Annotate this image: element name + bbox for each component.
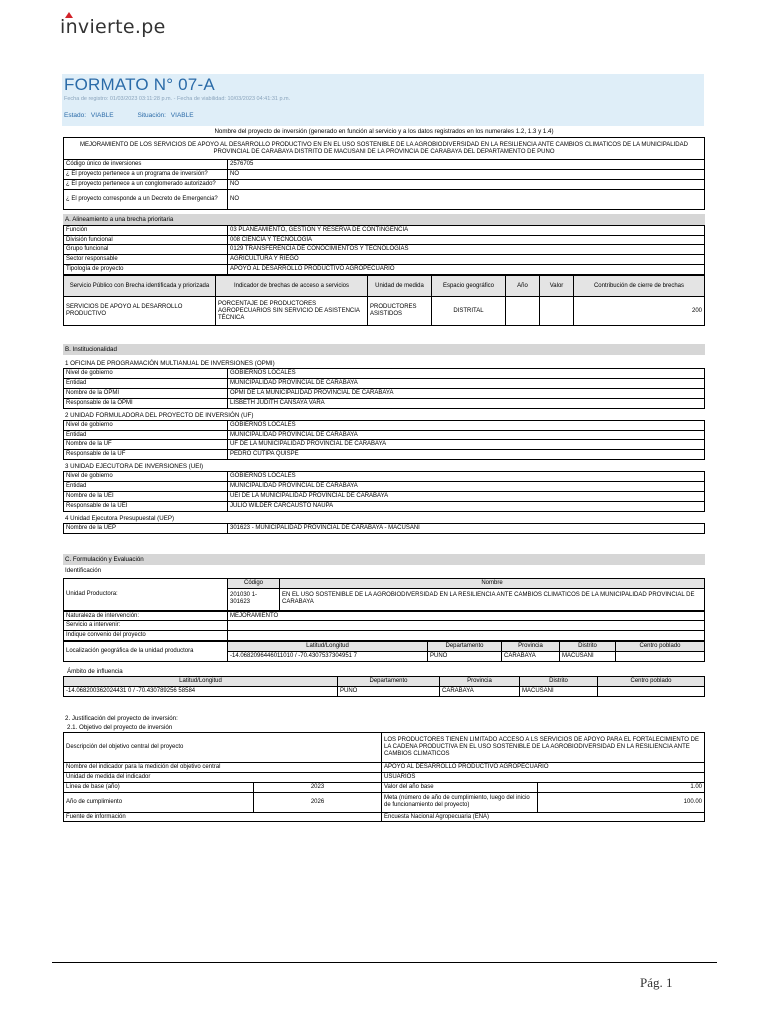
table-row: [64, 812, 705, 822]
opmi-title: 1 OFICINA DE PROGRAMACIÓN MULTIANUAL DE INVERSIONES (OPMI): [65, 360, 275, 368]
identificacion-label: Identificación: [65, 566, 102, 574]
brecha-table: [63, 275, 705, 326]
table-row: [64, 631, 705, 641]
estado-label: Estado:: [64, 112, 87, 119]
row-value: 008 CIENCIA Y TECNOLOGÍA: [228, 235, 705, 245]
column-header: Latitud/Longitud: [228, 642, 428, 652]
column-header: Distrito: [560, 642, 616, 652]
table-row: [64, 255, 705, 265]
row-value: PEDRO CUTIPA QUISPE: [228, 450, 705, 460]
row-label: Grupo funcional: [64, 245, 228, 255]
row-value: JULIO WILDER CARCAUSTO ÑAUPA: [228, 501, 705, 511]
table-header-row: [64, 677, 705, 687]
uf-table: [63, 420, 705, 461]
row-value: 2023: [254, 782, 382, 792]
table-row: [64, 611, 705, 621]
table-row: [64, 492, 705, 502]
table-row: [64, 472, 705, 482]
column-header: Valor: [540, 276, 574, 297]
row-value: LOS PRODUCTORES TIENEN LIMITADO ACCESO A LS SERVICIOS DE APOYO PARA EL FORTALECIMIENTO DE LA CADENA PRODUCTIVA EN EL USO SOSTENIBLE DE LA AGROBIODIVERSIDAD EN LA RESILIENCIA ANTE CAMBIOS CLIMATICOS: [382, 732, 705, 762]
table-cell: PUNO: [338, 686, 440, 696]
row-value: UF DE LA MUNICIPALIDAD PROVINCIAL DE CARABAYA: [228, 440, 705, 450]
table-row: [64, 245, 705, 255]
uf-title: 2 UNIDAD FORMULADORA DEL PROYECTO DE INVERSIÓN (UF): [65, 411, 254, 419]
localizacion-table: [63, 641, 705, 662]
table-row: [64, 369, 705, 379]
row-label: Nombre del indicador para la medición del objetivo central: [64, 762, 382, 772]
objetivo-table: [63, 732, 705, 823]
section-b-title: B. Institucionalidad: [63, 344, 705, 355]
row-value: APOYO AL DESARROLLO PRODUCTIVO AGROPECUARIO: [228, 265, 705, 275]
column-header: Provincia: [440, 677, 520, 687]
row-label: ¿ El proyecto corresponde a un Decreto de Emergencia?: [64, 189, 228, 209]
row-value: MEJORAMIENTO: [228, 611, 705, 621]
row-value: NO: [228, 179, 705, 189]
table-row: [64, 169, 705, 179]
row-label: Nombre de la UEP: [64, 523, 228, 533]
column-header: Departamento: [428, 642, 502, 652]
table-row: [64, 621, 705, 631]
logo-accent-icon: [65, 12, 73, 18]
row-label: Descripción del objetivo central del proyecto: [64, 732, 382, 762]
row-label: Nombre de la UEI: [64, 492, 228, 502]
table-row: [64, 297, 705, 326]
logo-text: invierte.pe: [60, 16, 166, 38]
footer-divider: [52, 962, 717, 963]
table-header-row: [64, 642, 705, 652]
row-value: 2026: [254, 792, 382, 812]
status-line: [64, 112, 216, 119]
opmi-table: [63, 368, 705, 409]
table-cell: [506, 297, 540, 326]
row-value: 0129 TRANSFERENCIA DE CONOCIMIENTOS Y TECNOLOGÍAS: [228, 245, 705, 255]
row-label: Tipología de proyecto: [64, 265, 228, 275]
uep-table: [63, 523, 705, 534]
intervencion-table: [63, 611, 705, 642]
row-value: Encuesta Nacional Agropecuaria (ENA): [382, 812, 705, 822]
up-code: 201030 1-301623: [228, 588, 280, 610]
registration-dates: Fecha de registro: 01/03/2023 03:11:28 p.m. - Fecha de viabilidad: 10/03/2023 04:41:31 p.m.: [64, 96, 291, 102]
table-header-row: [64, 276, 705, 297]
column-header: Centro poblado: [598, 677, 705, 687]
table-row: [64, 388, 705, 398]
table-row: [64, 782, 705, 792]
row-label: Entidad: [64, 379, 228, 389]
row-value: 100.00: [538, 792, 705, 812]
row-label: ¿ El proyecto pertenece a un programa de inversión?: [64, 169, 228, 179]
column-header: Indicador de brechas de acceso a servicios: [216, 276, 368, 297]
format-header: [62, 74, 704, 126]
row-value: 301623 - MUNICIPALIDAD PROVINCIAL DE CARABAYA - MACUSANI: [228, 523, 705, 533]
row-label: Nivel de gobierno: [64, 472, 228, 482]
row-value: LISBETH JUDITH CANSAYA VARA: [228, 398, 705, 408]
column-header: Latitud/Longitud: [64, 677, 338, 687]
row-value: OPMI DE LA MUNICIPALIDAD PROVINCIAL DE CARABAYA: [228, 388, 705, 398]
justificacion-title: 2. Justificación del proyecto de inversión:: [65, 714, 178, 722]
localizacion-label: Localización geográfica de la unidad productora: [64, 642, 228, 662]
row-value: GOBIERNOS LOCALES: [228, 472, 705, 482]
row-label: Unidad de medida del indicador: [64, 772, 382, 782]
column-header: Centro poblado: [616, 642, 705, 652]
alignment-table: [63, 225, 705, 275]
invierte-logo: [60, 16, 166, 38]
row-value: MUNICIPALIDAD PROVINCIAL DE CARABAYA: [228, 482, 705, 492]
row-value: [228, 631, 705, 641]
table-cell: [540, 297, 574, 326]
table-cell: PUNO: [428, 652, 502, 662]
row-label: Año de cumplimiento: [64, 792, 254, 812]
table-cell: PORCENTAJE DE PRODUCTORES AGROPECUARIOS SIN SERVICIO DE ASISTENCIA TÉCNICA: [216, 297, 368, 326]
table-row: [64, 772, 705, 782]
project-name: MEJORAMIENTO DE LOS SERVICIOS DE APOYO AL DESARROLLO PRODUCTIVO EN EN EL USO SOSTENIBLE DE LA AGROBIODIVERSIDAD EN LA RESILIENCIA ANTE CAMBIOS CLIMATICOS DE LA MUNICIPALIDAD PROVINCIAL DE CARABAYA DISTRITO DE MACUSANI DE LA PROVINCIA DE CARABAYA DEL DEPARTAMENTO DE PUNO: [64, 138, 705, 160]
row-value: [228, 621, 705, 631]
table-cell: DISTRITAL: [432, 297, 506, 326]
project-table: [63, 137, 705, 210]
row-label: Servicio a intervenir:: [64, 621, 228, 631]
column-header: Departamento: [338, 677, 440, 687]
table-row: [64, 379, 705, 389]
table-cell: CARABAYA: [440, 686, 520, 696]
column-header: Contribución de cierre de brechas: [574, 276, 705, 297]
table-row: [64, 398, 705, 408]
section-a-title: A. Alineamiento a una brecha prioritaria: [63, 214, 705, 225]
row-label: Código único de inversiones: [64, 160, 228, 170]
row-value: NO: [228, 189, 705, 209]
page-number: Pág. 1: [640, 975, 673, 990]
row-value: MUNICIPALIDAD PROVINCIAL DE CARABAYA: [228, 379, 705, 389]
row-label: Responsable de la OPMI: [64, 398, 228, 408]
table-row: [64, 501, 705, 511]
document-body: [63, 127, 705, 822]
table-cell: CARABAYA: [502, 652, 560, 662]
table-cell: -14.068200362024431 0 / -70.430789256 58584: [64, 686, 338, 696]
table-row: [64, 523, 705, 533]
table-row: [64, 792, 705, 812]
table-cell: PRODUCTORES ASISTIDOS: [368, 297, 432, 326]
row-label: Entidad: [64, 430, 228, 440]
table-row: [64, 179, 705, 189]
table-cell: MACUSANI: [560, 652, 616, 662]
column-header: Nombre: [280, 578, 705, 588]
row-label: Responsable de la UF: [64, 450, 228, 460]
column-header: Código: [228, 578, 280, 588]
ambito-table: [63, 676, 705, 697]
up-name: EN EL USO SOSTENIBLE DE LA AGROBIODIVERSIDAD EN LA RESILIENCIA ANTE CAMBIOS CLIMATICOS DE LA MUNICIPALIDAD PROVINCIAL DE CARABAYA: [280, 588, 705, 610]
row-label: Meta (número de año de cumplimiento, luego del inicio de funcionamiento del proyecto): [382, 792, 538, 812]
row-value: GOBIERNOS LOCALES: [228, 420, 705, 430]
row-value: UEI DE LA MUNICIPALIDAD PROVINCIAL DE CARABAYA: [228, 492, 705, 502]
row-label: ¿ El proyecto pertenece a un conglomerado autorizado?: [64, 179, 228, 189]
row-label: Entidad: [64, 482, 228, 492]
situacion-value: VIABLE: [170, 112, 194, 119]
row-value: USUARIOS: [382, 772, 705, 782]
ambito-title: Ámbito de influencia: [67, 668, 123, 676]
row-label: Nombre de la OPMI: [64, 388, 228, 398]
row-value: MUNICIPALIDAD PROVINCIAL DE CARABAYA: [228, 430, 705, 440]
row-value: AGRICULTURA Y RIEGO: [228, 255, 705, 265]
table-cell: [598, 686, 705, 696]
table-row: [64, 189, 705, 209]
table-cell: -14.0682096446011010 / -70.4307537304951 7: [228, 652, 428, 662]
table-row: [64, 420, 705, 430]
table-header-row: [64, 578, 705, 588]
row-label: Sector responsable: [64, 255, 228, 265]
page-title: FORMATO N° 07-A: [64, 75, 215, 94]
table-row: [64, 235, 705, 245]
estado-value: VIABLE: [90, 112, 114, 119]
column-header: Unidad de medida: [368, 276, 432, 297]
row-label: Nombre de la UF: [64, 440, 228, 450]
uei-title: 3 UNIDAD EJECUTORA DE INVERSIONES (UEI): [65, 463, 204, 471]
table-row: [64, 686, 705, 696]
row-value: 1.00: [538, 782, 705, 792]
section-c-title: C. Formulación y Evaluación: [63, 554, 705, 565]
project-name-label: Nombre del proyecto de inversión (generado en función al servicio y a los datos registrados en los numerales 1.2, 1.3 y 1.4): [214, 128, 554, 135]
row-label: Línea de base (año): [64, 782, 254, 792]
column-header: Provincia: [502, 642, 560, 652]
row-label: División funcional: [64, 235, 228, 245]
table-cell: SERVICIOS DE APOYO AL DESARROLLO PRODUCTIVO: [64, 297, 216, 326]
unidad-productora-label: Unidad Productora:: [64, 578, 228, 610]
column-header: Servicio Público con Brecha identificada y priorizada: [64, 276, 216, 297]
row-value: NO: [228, 169, 705, 179]
table-cell: [616, 652, 705, 662]
unidad-productora-table: [63, 578, 705, 611]
table-row: [64, 225, 705, 235]
table-row: [64, 762, 705, 772]
row-label: Nivel de gobierno: [64, 369, 228, 379]
table-row: [64, 160, 705, 170]
column-header: Espacio geográfico: [432, 276, 506, 297]
situacion-label: Situación:: [137, 112, 166, 119]
objetivo-subtitle: 2.1. Objetivo del proyecto de inversión: [67, 723, 173, 731]
row-label: Valor del año base: [382, 782, 538, 792]
table-row: [64, 430, 705, 440]
uei-table: [63, 471, 705, 512]
row-label: Responsable de la UEI: [64, 501, 228, 511]
table-row: [64, 440, 705, 450]
table-cell: MACUSANI: [520, 686, 598, 696]
table-cell: 200: [574, 297, 705, 326]
uep-title: 4 Unidad Ejecutora Presupuestal (UEP): [65, 514, 175, 522]
row-value: 03 PLANEAMIENTO, GESTIÓN Y RESERVA DE CONTINGENCIA: [228, 225, 705, 235]
table-row: [64, 482, 705, 492]
row-value: 2576705: [228, 160, 705, 170]
column-header: Distrito: [520, 677, 598, 687]
table-row: [64, 265, 705, 275]
row-label: Nivel de gobierno: [64, 420, 228, 430]
row-label: Indique convenio del proyecto: [64, 631, 228, 641]
table-row: [64, 450, 705, 460]
row-label: Fuente de información: [64, 812, 382, 822]
column-header: Año: [506, 276, 540, 297]
row-label: Naturaleza de intervención:: [64, 611, 228, 621]
table-row: [64, 732, 705, 762]
row-value: APOYO AL DESARROLLO PRODUCTIVO AGROPECUARIO: [382, 762, 705, 772]
row-value: GOBIERNOS LOCALES: [228, 369, 705, 379]
row-label: Función: [64, 225, 228, 235]
